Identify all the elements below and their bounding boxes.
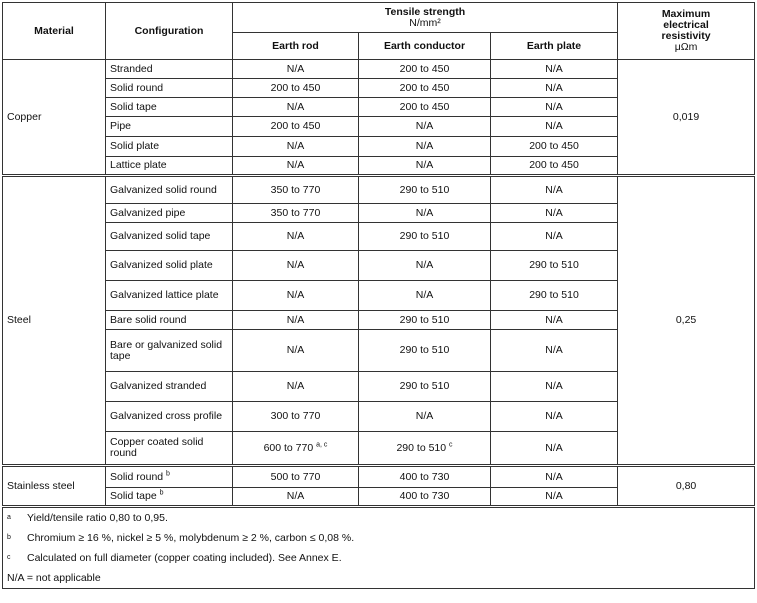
earth-plate-cell (491, 60, 618, 79)
earth-conductor-cell (359, 372, 491, 402)
configuration-text: Galvanized lattice plate (110, 289, 219, 301)
cell-value: 300 to 770 (270, 410, 321, 422)
earth-plate-cell (491, 204, 618, 223)
earth-conductor-cell (359, 98, 491, 117)
earth-plate-cell (491, 157, 618, 176)
footnote-text: Chromium ≥ 16 %, nickel ≥ 5 %, molybdenum ≥ 2 %, carbon ≤ 0,08 %. (27, 531, 355, 544)
earth-rod-cell (233, 466, 359, 488)
footnote-mark: c (7, 553, 11, 561)
configuration-cell (106, 117, 233, 137)
footnote (3, 548, 755, 568)
earth-rod-cell (233, 330, 359, 372)
earth-rod-cell (233, 432, 359, 466)
tensile-strength-unit: N/mm² (409, 16, 441, 29)
header-material: Material (3, 3, 106, 60)
earth-rod-cell (233, 137, 359, 157)
configuration-cell (106, 281, 233, 311)
earth-rod-cell (233, 60, 359, 79)
cell-value: 500 to 770 (270, 470, 321, 483)
cell-value: N/A (545, 313, 563, 326)
cell-value: N/A (545, 470, 563, 483)
configuration-text: Galvanized solid round (110, 183, 217, 196)
material-cell: Copper (3, 60, 106, 176)
footnote-ref: b (166, 470, 170, 477)
earth-plate-cell (491, 488, 618, 507)
earth-plate-cell (491, 311, 618, 330)
footnote-mark: a (7, 513, 11, 521)
footnote-text: Yield/tensile ratio 0,80 to 0,95. (27, 511, 168, 524)
configuration-text: Galvanized stranded (110, 380, 207, 392)
earth-conductor-cell (359, 137, 491, 157)
earth-plate-cell (491, 176, 618, 204)
cell-value: 350 to 770 (270, 206, 321, 219)
cell-value: 290 to 510 (399, 313, 450, 326)
configuration-text: Solid round (110, 81, 164, 94)
cell-value: 200 to 450 (399, 81, 450, 94)
configuration-text: Galvanized solid tape (110, 230, 211, 242)
earth-rod-cell (233, 251, 359, 281)
cell-value: N/A (286, 289, 305, 301)
cell-value: 290 to 510 (529, 289, 579, 301)
cell-value: N/A (415, 159, 434, 171)
configuration-text: Bare or galvanized solid tape (110, 338, 223, 362)
cell-value: 290 to 510 (399, 344, 450, 356)
cell-value: N/A (545, 410, 563, 422)
earth-plate-cell (491, 402, 618, 432)
table-body (3, 60, 755, 507)
header-earth-rod: Earth rod (233, 33, 359, 60)
cell-value: N/A (286, 159, 305, 171)
earth-plate-cell (491, 223, 618, 251)
earth-rod-cell (233, 204, 359, 223)
cell-value: N/A (545, 344, 563, 356)
configuration-text: Bare solid round (110, 313, 187, 326)
cell-value: N/A (286, 313, 305, 326)
cell-value: 200 to 450 (270, 81, 321, 94)
footnote-text: N/A = not applicable (7, 571, 101, 584)
footnote (3, 568, 755, 589)
configuration-text: Solid plate (110, 140, 160, 152)
cell-value: N/A (545, 120, 563, 132)
footnote-row (3, 528, 755, 548)
cell-value: N/A (415, 289, 434, 301)
earth-conductor-cell (359, 204, 491, 223)
earth-conductor-cell (359, 223, 491, 251)
material-cell: Stainless steel (3, 466, 106, 507)
earth-conductor-cell (359, 79, 491, 98)
earth-plate-cell (491, 281, 618, 311)
configuration-cell (106, 488, 233, 507)
earth-rod-cell (233, 402, 359, 432)
footnote (3, 528, 755, 548)
configuration-text: Galvanized pipe (110, 206, 186, 219)
cell-value: 290 to 510 (529, 259, 579, 271)
earth-plate-cell (491, 251, 618, 281)
earth-rod-cell (233, 98, 359, 117)
footnote-mark: b (7, 533, 11, 541)
earth-rod-cell (233, 488, 359, 507)
earth-conductor-cell (359, 432, 491, 466)
cell-value: 200 to 450 (529, 140, 579, 152)
configuration-cell (106, 204, 233, 223)
configuration-text: Solid tape (110, 100, 157, 113)
cell-value: 200 to 450 (529, 159, 579, 171)
configuration-cell (106, 60, 233, 79)
earth-conductor-cell (359, 466, 491, 488)
earth-conductor-cell (359, 60, 491, 79)
earth-rod-cell (233, 372, 359, 402)
footnote-text: Calculated on full diameter (copper coating included). See Annex E. (27, 551, 342, 564)
table-row (3, 60, 755, 79)
cell-value: N/A (286, 490, 305, 502)
cell-value: 290 to 510 (399, 230, 450, 242)
configuration-text: Solid round (110, 470, 164, 483)
resistivity-label-3: resistivity (661, 30, 711, 42)
cell-value: N/A (545, 206, 563, 219)
cell-value: N/A (545, 81, 563, 94)
footnote-ref: b (159, 489, 164, 497)
material-cell: Steel (3, 176, 106, 466)
resistivity-label-2: electrical (663, 19, 709, 31)
header-tensile-strength (233, 3, 618, 33)
earth-conductor-cell (359, 281, 491, 311)
cell-value: N/A (286, 344, 305, 356)
cell-value: 200 to 450 (270, 120, 321, 132)
earth-conductor-cell (359, 402, 491, 432)
footnote-row (3, 568, 755, 589)
earth-plate-cell (491, 330, 618, 372)
resistivity-label-1: Maximum (661, 8, 711, 20)
material-properties-table (2, 2, 755, 589)
earth-plate-cell (491, 79, 618, 98)
configuration-cell (106, 466, 233, 488)
cell-value: 200 to 450 (399, 100, 450, 113)
header-resistivity (618, 3, 755, 60)
earth-plate-cell (491, 98, 618, 117)
earth-plate-cell (491, 117, 618, 137)
earth-rod-cell (233, 176, 359, 204)
earth-rod-cell (233, 311, 359, 330)
earth-rod-cell (233, 281, 359, 311)
configuration-text: Copper coated solid round (110, 436, 204, 459)
resistivity-cell: 0,80 (618, 466, 755, 507)
cell-value: N/A (545, 100, 563, 113)
footnote-row (3, 548, 755, 568)
cell-value: N/A (286, 230, 305, 242)
configuration-cell (106, 98, 233, 117)
resistivity-cell: 0,019 (618, 60, 755, 176)
configuration-text: Pipe (110, 120, 132, 132)
cell-value: 290 to 510 (399, 380, 450, 392)
cell-value: 290 to 510 (396, 441, 447, 454)
tensile-strength-label: Tensile strength (384, 5, 466, 18)
configuration-cell (106, 432, 233, 466)
table-row (3, 466, 755, 488)
footnote-row (3, 507, 755, 529)
footnotes (3, 507, 755, 589)
cell-value: 400 to 730 (399, 470, 450, 483)
cell-value: N/A (545, 441, 563, 454)
earth-conductor-cell (359, 176, 491, 204)
cell-value: 400 to 730 (399, 490, 450, 502)
cell-value: 350 to 770 (270, 183, 321, 196)
cell-value: N/A (415, 410, 434, 422)
header-earth-plate: Earth plate (491, 33, 618, 60)
configuration-cell (106, 251, 233, 281)
configuration-cell (106, 402, 233, 432)
cell-value: 290 to 510 (399, 183, 450, 196)
configuration-cell (106, 157, 233, 176)
configuration-cell (106, 311, 233, 330)
earth-plate-cell (491, 137, 618, 157)
configuration-cell (106, 330, 233, 372)
cell-value: N/A (545, 230, 563, 242)
configuration-cell (106, 223, 233, 251)
cell-value: N/A (545, 183, 563, 196)
earth-plate-cell (491, 432, 618, 466)
earth-conductor-cell (359, 488, 491, 507)
configuration-text: Lattice plate (110, 159, 167, 171)
footnote-ref: a, c (316, 441, 328, 448)
cell-value: N/A (415, 259, 434, 271)
cell-value: N/A (286, 62, 305, 75)
earth-conductor-cell (359, 157, 491, 176)
configuration-text: Galvanized solid plate (110, 259, 213, 271)
footnote-ref: c (449, 441, 453, 448)
configuration-text: Galvanized cross profile (110, 410, 223, 422)
configuration-cell (106, 137, 233, 157)
cell-value: N/A (415, 140, 434, 152)
resistivity-cell: 0,25 (618, 176, 755, 466)
resistivity-unit: μΩm (674, 41, 698, 53)
earth-rod-cell (233, 79, 359, 98)
earth-conductor-cell (359, 330, 491, 372)
earth-rod-cell (233, 117, 359, 137)
configuration-cell (106, 79, 233, 98)
cell-value: N/A (545, 490, 563, 502)
header-configuration: Configuration (106, 3, 233, 60)
configuration-text: Stranded (110, 62, 153, 75)
cell-value: N/A (286, 380, 305, 392)
configuration-cell (106, 176, 233, 204)
earth-plate-cell (491, 372, 618, 402)
footnote (3, 507, 755, 529)
cell-value: N/A (286, 259, 305, 271)
cell-value: N/A (286, 100, 305, 113)
cell-value: N/A (415, 206, 434, 219)
earth-rod-cell (233, 157, 359, 176)
cell-value: N/A (286, 140, 305, 152)
cell-value: N/A (415, 120, 434, 132)
table-row (3, 176, 755, 204)
configuration-cell (106, 372, 233, 402)
earth-conductor-cell (359, 251, 491, 281)
header-earth-conductor: Earth conductor (359, 33, 491, 60)
earth-conductor-cell (359, 311, 491, 330)
earth-rod-cell (233, 223, 359, 251)
cell-value: 600 to 770 (263, 441, 314, 454)
earth-conductor-cell (359, 117, 491, 137)
earth-plate-cell (491, 466, 618, 488)
cell-value: N/A (545, 380, 563, 392)
cell-value: N/A (545, 62, 563, 75)
configuration-text: Solid tape (110, 490, 157, 502)
cell-value: 200 to 450 (399, 62, 450, 75)
